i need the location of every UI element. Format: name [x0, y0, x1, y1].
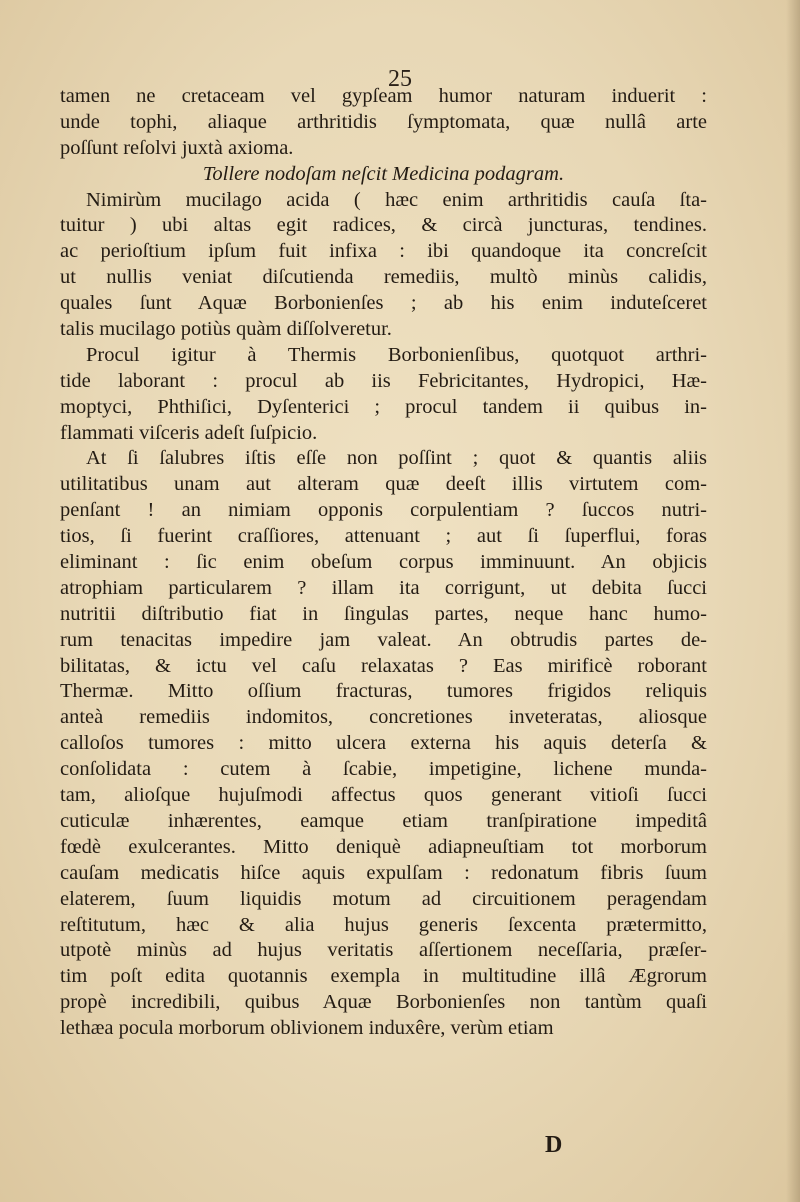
- text-line: calloſos tumores : mitto ulcera externa his aquis deterſa &: [60, 732, 707, 755]
- body-text: [60, 84, 707, 1042]
- text-line: At ſi ſalubres iſtis eſſe non poſſint ; quot & quantis aliis: [86, 447, 707, 470]
- text-line: Procul igitur à Thermis Borbonienſibus, quotquot arthri-: [86, 343, 707, 366]
- text-line: tim poſt edita quotannis exempla in multitudine illâ Ægrorum: [60, 965, 707, 988]
- text-line: ac perioſtium ipſum fuit infixa : ibi quandoque ita concreſcit: [60, 240, 707, 263]
- text-line: cauſam medicatis hiſce aquis expulſam : redonatum fibris ſuum: [60, 861, 707, 884]
- text-line: unde tophi, aliaque arthritidis ſymptomata, quæ nullâ arte: [60, 110, 707, 133]
- text-line: eliminant : ſic enim obeſum corpus imminuunt. An objicis: [60, 551, 707, 574]
- text-line: rum tenacitas impedire jam valeat. An obtrudis partes de-: [60, 628, 707, 651]
- quoted-axiom-line: Tollere nodoſam neſcit Medicina podagram.: [202, 162, 565, 185]
- text-line: Thermæ. Mitto oſſium fracturas, tumores frigidos reliquis: [60, 680, 707, 703]
- text-line: elaterem, ſuum liquidis motum ad circuitionem peragendam: [60, 887, 707, 910]
- text-line: poſſunt reſolvi juxtà axioma.: [60, 136, 294, 159]
- text-line: tamen ne cretaceam vel gypſeam humor naturam induerit :: [60, 85, 707, 107]
- text-line: ut nullis veniat diſcutienda remediis, multò minùs calidis,: [60, 266, 707, 289]
- text-line: fœdè exulcerantes. Mitto deniquè adiapneuſtiam tot morborum: [60, 835, 707, 858]
- text-line: propè incredibili, quibus Aquæ Borbonienſes non tantùm quaſi: [60, 991, 707, 1014]
- text-line: bilitatas, & ictu vel caſu relaxatas ? Eas mirificè roborant: [60, 654, 707, 677]
- text-line: tios, ſi fuerint craſſiores, attenuant ; aut ſi ſuperflui, foras: [60, 525, 707, 548]
- page-edge-shadow: [786, 0, 800, 1202]
- text-line: flammati viſceris adeſt ſuſpicio.: [60, 421, 318, 444]
- text-line: reſtitutum, hæc & alia hujus generis ſexcenta prætermitto,: [60, 913, 707, 936]
- text-line: nutritii diſtributio fiat in ſingulas partes, neque hanc humo-: [60, 602, 707, 625]
- text-line: quales ſunt Aquæ Borbonienſes ; ab his enim induteſceret: [60, 292, 707, 315]
- text-line: cuticulæ inhærentes, eamque etiam tranſpiratione impeditâ: [60, 809, 707, 832]
- signature-mark: D: [545, 1132, 563, 1158]
- text-line: talis mucilago potiùs quàm diſſolveretur.: [60, 318, 392, 341]
- text-line: conſolidata : cutem à ſcabie, impetigine, lichene munda-: [60, 758, 707, 781]
- text-line: utpotè minùs ad hujus veritatis aſſertionem neceſſaria, præſer-: [60, 939, 707, 962]
- text-line: utilitatibus unam aut alteram quæ deeſt illis virtutem com-: [60, 473, 707, 496]
- page-number: 25: [388, 66, 412, 92]
- text-line: tuitur ) ubi altas egit radices, & circà juncturas, tendines.: [60, 214, 707, 237]
- text-line: tam, alioſque hujuſmodi affectus quos generant vitioſi ſucci: [60, 784, 707, 807]
- text-line: tide laborant : procul ab iis Febricitantes, Hydropici, Hæ-: [60, 369, 707, 392]
- text-line: anteà remediis indomitos, concretiones inveteratas, aliosque: [60, 706, 707, 729]
- text-line: atrophiam particularem ? illam ita corrigunt, ut debita ſucci: [60, 576, 707, 599]
- text-line: penſant ! an nimiam opponis corpulentiam ? ſuccos nutri-: [60, 499, 707, 522]
- text-line: lethæa pocula morborum oblivionem induxêre, verùm etiam: [60, 1017, 554, 1040]
- text-line: Nimirùm mucilago acida ( hæc enim arthritidis cauſa ſta-: [86, 188, 707, 211]
- text-line: moptyci, Phthiſici, Dyſenterici ; procul tandem ii quibus in-: [60, 395, 707, 418]
